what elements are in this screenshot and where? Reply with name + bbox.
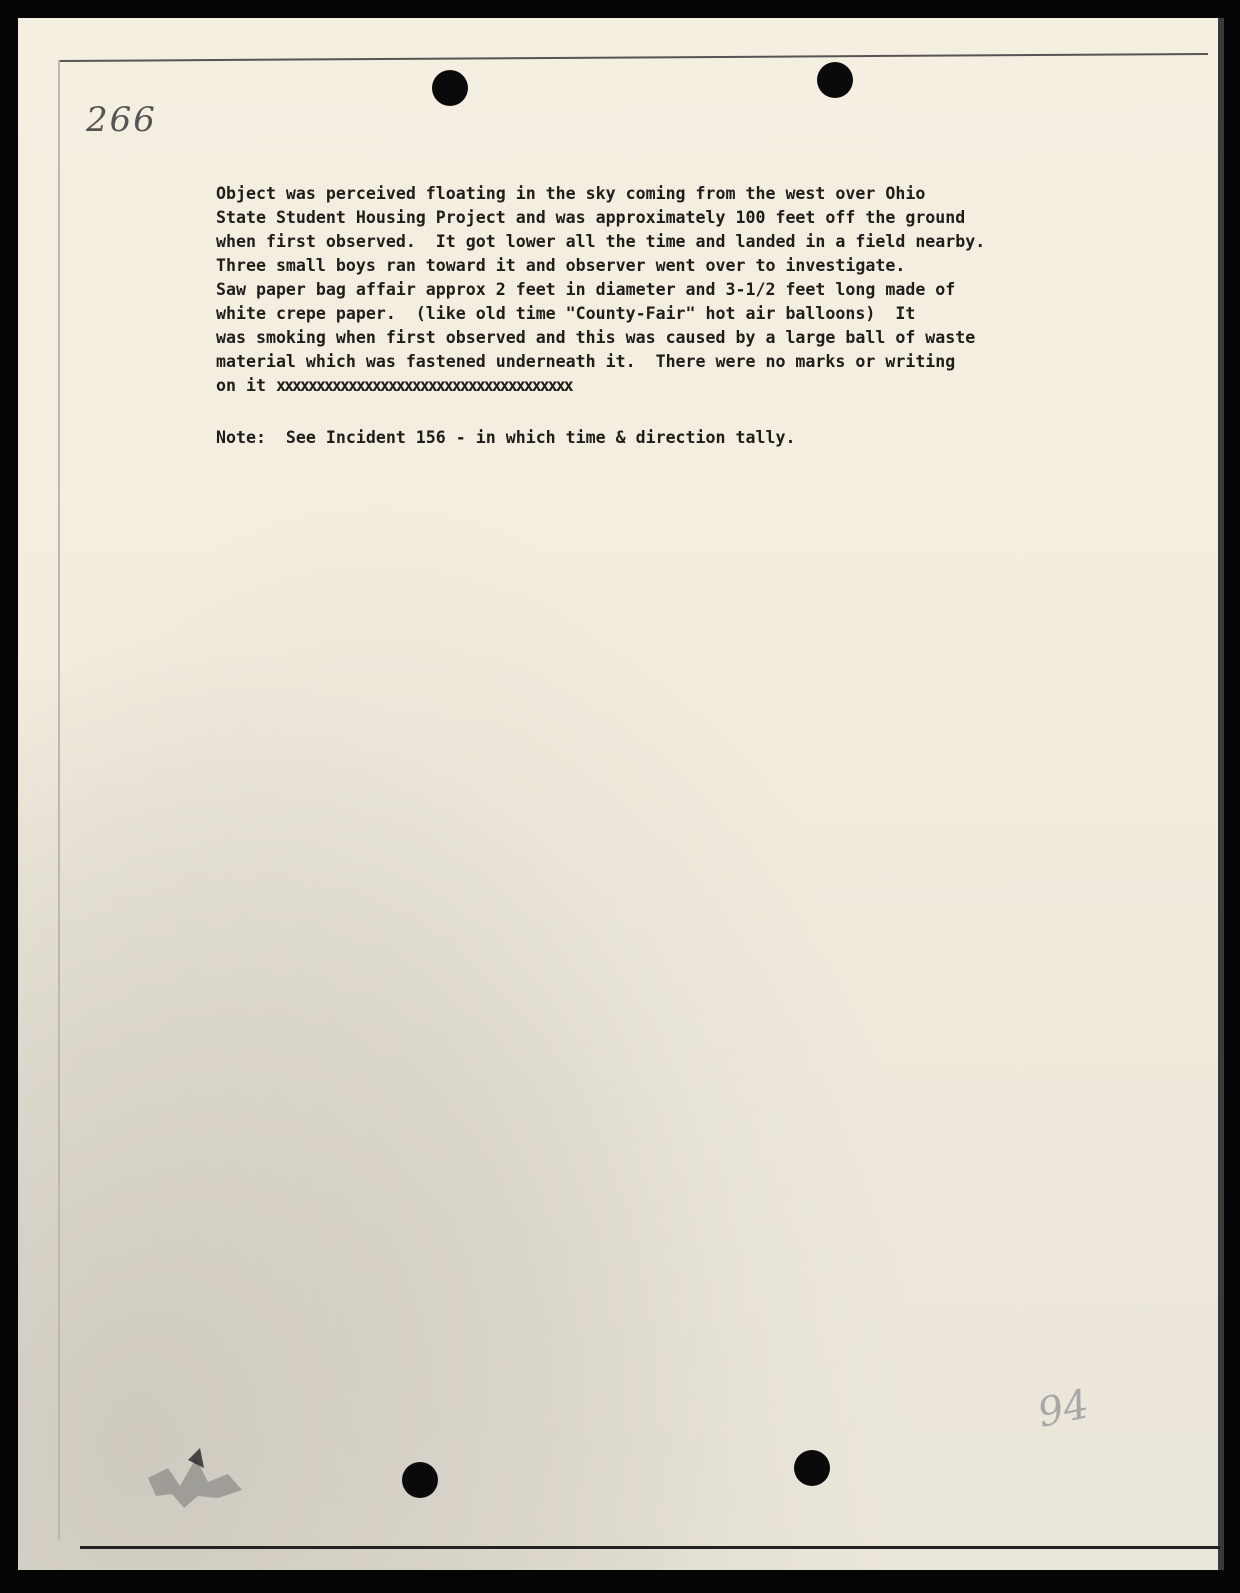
- report-line-9-prefix: on it: [216, 376, 276, 395]
- incident-note: Note: See Incident 156 - in which time & direction tally.: [216, 428, 796, 447]
- top-page-edge: [58, 53, 1208, 62]
- punch-hole-top-left: [432, 70, 468, 106]
- handwritten-page-number-bottom: 94: [1033, 1381, 1094, 1437]
- left-page-edge: [58, 60, 60, 1540]
- bottom-page-edge: [80, 1546, 1220, 1549]
- struck-out-text: xxxxxxxxxxxxxxxxxxxxxxxxxxxxxxxxxxxxx: [275, 376, 572, 395]
- punch-hole-top-right: [817, 62, 853, 98]
- handwritten-page-number-top: 266: [86, 100, 157, 140]
- torn-corner-mark: [138, 1438, 258, 1518]
- report-body: [216, 182, 1136, 398]
- report-line-1: Object was perceived floating in the sky coming from the west over Ohio: [216, 184, 926, 203]
- report-line-5: Saw paper bag affair approx 2 feet in diameter and 3-1/2 feet long made of: [216, 280, 956, 299]
- report-line-7: was smoking when first observed and this was caused by a large ball of waste: [216, 328, 976, 347]
- report-line-8: material which was fastened underneath it. There were no marks or writing: [216, 352, 956, 371]
- punch-hole-bottom-left: [402, 1462, 438, 1498]
- report-line-2: State Student Housing Project and was approximately 100 feet off the ground: [216, 208, 966, 227]
- report-line-9: [216, 374, 1136, 398]
- report-line-4: Three small boys ran toward it and observer went over to investigate.: [216, 256, 906, 275]
- paper-sheet: [18, 18, 1224, 1570]
- report-line-6: white crepe paper. (like old time "County-Fair" hot air balloons) It: [216, 304, 916, 323]
- report-line-3: when first observed. It got lower all the time and landed in a field nearby.: [216, 232, 986, 251]
- punch-hole-bottom-right: [794, 1450, 830, 1486]
